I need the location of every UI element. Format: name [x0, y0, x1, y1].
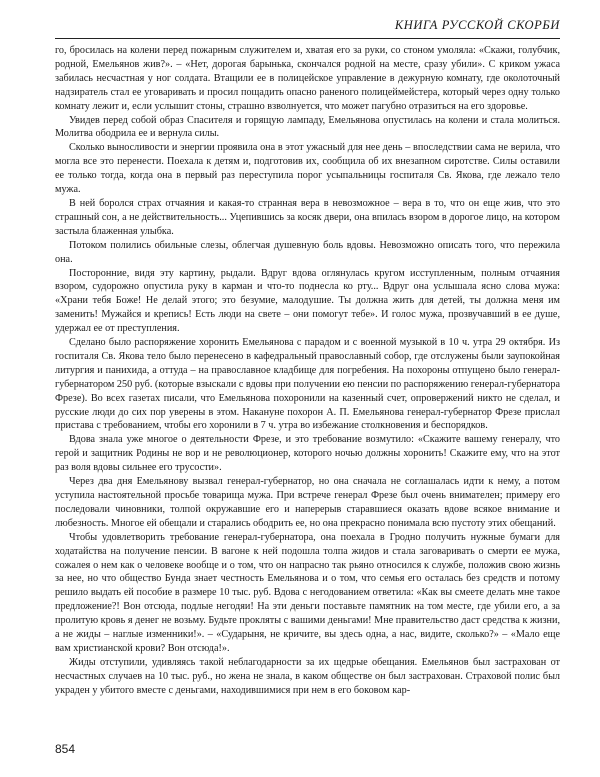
running-head: КНИГА РУССКОЙ СКОРБИ	[55, 12, 560, 39]
paragraph-10: Чтобы удовлетворить требование генерал-губернатора, она поехала в Гродно получить нужные бумаги для ходатайства на получение пенсии. В вагоне к ней подошла толпа жидов и стала заговаривать о смерти ее мужа, сожалея о нем как о человеке вообще и о том, что он напрасно так рьяно относился к службе, положив свою жизнь за нее, но что общество Бунда знает честность Емельянова и о том, что семья его осталась без средств и потому решило выдать ей пособие в размере 10 тыс. руб. Вдова с негодованием ответила: «Как вы смеете делать мне такое предложение?! Вон отсюда, подлые негодяи! На эти деньги поставьте памятник на том месте, где убили его, а за пролитую кровь я денег не возьму. Будьте прокляты с вашими деньгами! Мне правительство даст средства к жизни, а не жиды – наглые изменники!». – «Сударыня, не кричите, вы здесь одна, а нас, видите, сколько?» – «Мало еще вам христианской крови? Вон отсюда!».	[55, 531, 560, 654]
paragraph-2: Увидев перед собой образ Спасителя и горящую лампаду, Емельянова опустилась на колени и стала молиться. Молитва ободрила ее и вернула силы.	[55, 114, 560, 140]
paragraph-6: Посторонние, видя эту картину, рыдали. Вдруг вдова оглянулась кругом исступленным, полным отчаяния взором, судорожно опустила руку в карман и что-то поднесла ко рту... Вдруг она услышала ясно слова мужа: «Храни тебя Боже! Не делай этого; это безумие, малодушие. Ты должна жить для детей, ты должна меня им заменить! Мужайся и крепись! Есть люди на свете – они помогут тебе». И голос мужа, прозвучавший в ее душе, удержал ее от преступления.	[55, 267, 560, 335]
paragraph-8: Вдова знала уже многое о деятельности Фрезе, и это требование возмутило: «Скажите вашему генералу, что герой и защитник Родины не вор и не революционер, которого ночью должны хоронить! Скажите ему, что на этот раз воля вдовы сильнее его трусости».	[55, 434, 560, 474]
paragraph-11: Жиды отступили, удивляясь такой неблагодарности за их щедрые обещания. Емельянов был застрахован от несчастных случаев на 10 тыс. руб., но жена не знала, в каком обществе он был застрахован. Страховой полис был украден у убитого вместе с деньгами, находившимися при нем в его боковом кар-	[55, 656, 560, 696]
text-body	[55, 44, 560, 698]
paragraph-9: Через два дня Емельянову вызвал генерал-губернатор, но она сначала не соглашалась идти к нему, а потом уступила настоятельной просьбе товарища мужа. При встрече генерал Фрезе был очень внимателен; примеру его последовали чиновники, толпой окружавшие его и наперерыв старавшиеся оказать вдове всякое внимание и любезность. Многое ей обещали и старались ободрить ее, но она прекрасно понимала всю пустоту этих обещаний.	[55, 476, 560, 529]
paragraph-4: В ней боролся страх отчаяния и какая-то странная вера в невозможное – вера в то, что он еще жив, что это страшный сон, а не действительность... Уцепившись за косяк двери, она впилась взором в дорогое лицо, на котором застыла блаженная улыбка.	[55, 197, 560, 237]
paragraph-5: Потоком полились обильные слезы, облегчая душевную боль вдовы. Невозможно описать того, что пережила она.	[55, 239, 560, 265]
paragraph-7: Сделано было распоряжение хоронить Емельянова с парадом и с военной музыкой в 10 ч. утра 29 октября. Из госпиталя Св. Якова тело было перенесено в кафедральный православный собор, где отслужены были заупокойная литургия и панихида, а оттуда – на православное кладбище для погребения. На похороны отпущено было генерал-губернатором 250 руб. (которые взыскали с вдовы при получении ею пенсии по распоряжению генерал-губернатора Фрезе). Во всех газетах писали, что Емельянова похоронили на казенный счет, опровержений никто не сделал, и русские люди до сих пор уверены в этом. Накануне похорон А. П. Емельянова генерал-губернатор Фрезе прислал пристава с требованием, чтобы его хоронили в 7 ч. утра во избежание столкновения и беспорядков.	[55, 337, 560, 432]
paragraph-3: Сколько выносливости и энергии проявила она в этот ужасный для нее день – впоследствии сама не верила, что могла все это перенести. Поехала к детям и, подготовив их, сообщила об их внезапном сиротстве. Силы оставили ее только тогда, когда она в первый раз переступила порог усыпальницы госпиталя Св. Якова, где лежало тело мужа.	[55, 142, 560, 196]
page-number: 854	[55, 742, 76, 756]
paragraph-1: го, бросилась на колени перед пожарным служителем и, хватая его за руки, со стоном умоляла: «Скажи, голубчик, родной, Емельянов жив?». – «Нет, дорогая барынька, скончался родной на месте, сразу убили». С криком ужаса забилась несчастная у ног солдата. Втащили ее в полицейское управление в дежурную комнату, где околоточный надзиратель стал ее уговаривать и просил пощадить опасно раненого полицеймейстера, который через одну только комнату лежит и, если услышит стоны, страшно взволнуется, что может пагубно отразиться на его здоровье.	[55, 45, 560, 112]
